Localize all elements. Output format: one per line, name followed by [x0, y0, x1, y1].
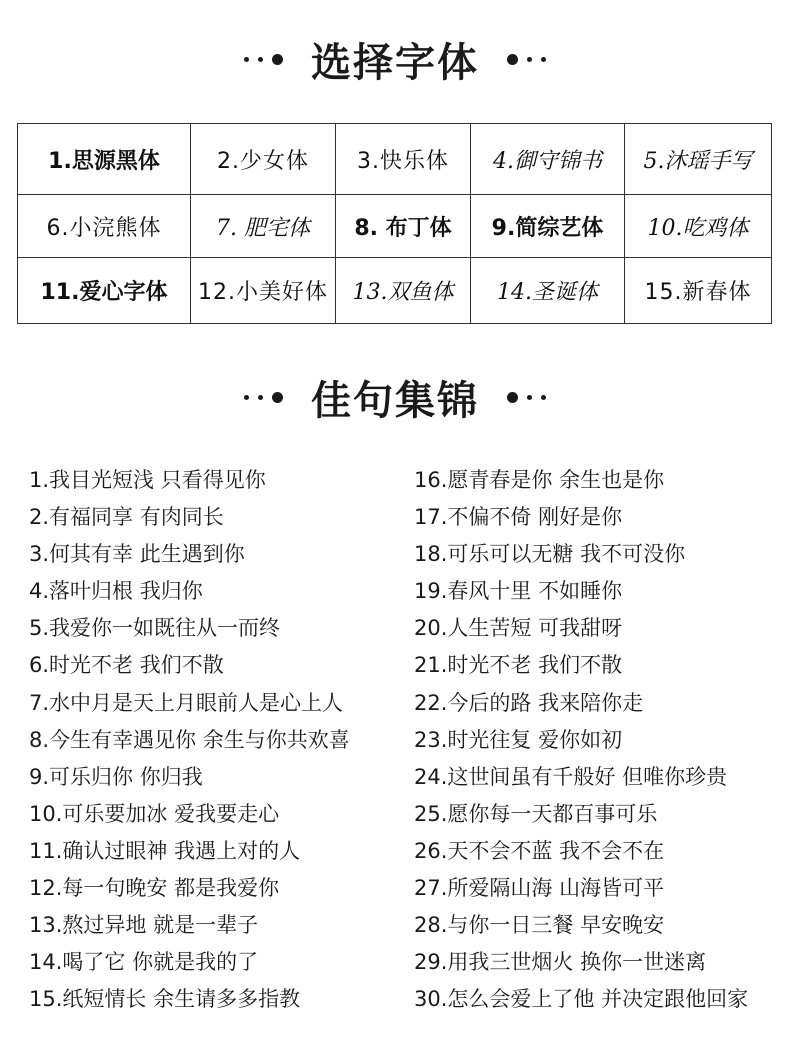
quote-item: 22.今后的路 我来陪你走 — [414, 690, 644, 715]
quote-item: 21.时光不老 我们不散 — [414, 653, 623, 678]
font-option-10[interactable]: 10.吃鸡体 — [625, 195, 772, 258]
font-option-4[interactable]: 4.御守锦书 — [471, 124, 625, 195]
font-option-3[interactable]: 3.快乐体 — [336, 124, 471, 195]
left-dots-decoration — [244, 392, 283, 403]
left-dots-decoration — [244, 54, 283, 65]
quote-item: 20.人生苦短 可我甜呀 — [414, 616, 623, 641]
font-row — [18, 124, 772, 195]
font-option-14[interactable]: 14.圣诞体 — [471, 258, 625, 324]
font-option-1[interactable]: 1.思源黑体 — [18, 124, 191, 195]
quote-item: 27.所爱隔山海 山海皆可平 — [414, 876, 665, 901]
quote-item: 29.用我三世烟火 换你一世迷离 — [414, 950, 707, 975]
font-option-6[interactable]: 6.小浣熊体 — [18, 195, 191, 258]
quote-item: 2.有福同享 有肉同长 — [29, 505, 224, 530]
font-option-8[interactable]: 8. 布丁体 — [336, 195, 471, 258]
font-row — [18, 258, 772, 324]
right-dots-decoration — [507, 54, 546, 65]
quote-item: 10.可乐要加冰 爱我要走心 — [29, 801, 280, 826]
quote-item: 24.这世间虽有千般好 但唯你珍贵 — [414, 764, 728, 789]
font-option-5[interactable]: 5.沐瑶手写 — [625, 124, 772, 195]
font-section-title: 选择字体 — [311, 39, 479, 86]
font-option-15[interactable]: 15.新春体 — [625, 258, 772, 324]
font-option-2[interactable]: 2.少女体 — [191, 124, 336, 195]
font-option-11[interactable]: 11.爱心字体 — [18, 258, 191, 324]
quote-item: 17.不偏不倚 刚好是你 — [414, 505, 623, 530]
font-section-header — [0, 34, 790, 84]
quote-item: 1.我目光短浅 只看得见你 — [29, 468, 266, 492]
quote-item: 11.确认过眼神 我遇上对的人 — [29, 838, 301, 863]
font-option-9[interactable]: 9.简综艺体 — [471, 195, 625, 258]
quote-item: 9.可乐归你 你归我 — [29, 764, 203, 789]
quote-item: 13.熬过异地 就是一辈子 — [29, 913, 259, 938]
quote-item: 23.时光往复 爱你如初 — [414, 727, 623, 752]
quote-item: 3.何其有幸 此生遇到你 — [29, 542, 245, 567]
quote-item: 25.愿你每一天都百事可乐 — [414, 801, 658, 826]
font-option-7[interactable]: 7. 肥宅体 — [191, 195, 336, 258]
quote-item: 8.今生有幸遇见你 余生与你共欢喜 — [29, 727, 350, 752]
quote-item: 28.与你一日三餐 早安晚安 — [414, 913, 665, 938]
quote-item: 4.落叶归根 我归你 — [29, 579, 203, 604]
quote-item: 5.我爱你一如既往从一而终 — [29, 616, 281, 641]
quotes-list-left — [29, 462, 409, 1018]
font-row — [18, 195, 772, 258]
right-dots-decoration — [507, 392, 546, 403]
quotes-section-header — [0, 372, 790, 422]
quote-item: 26.天不会不蓝 我不会不在 — [414, 838, 665, 863]
quote-item: 7.水中月是天上月眼前人是心上人 — [29, 690, 344, 715]
quote-item: 12.每一句晚安 都是我爱你 — [29, 876, 280, 901]
font-option-13[interactable]: 13.双鱼体 — [336, 258, 471, 324]
quote-item: 19.春风十里 不如睡你 — [414, 579, 623, 604]
quotes-list-right — [414, 462, 790, 1018]
quotes-section-title: 佳句集锦 — [311, 377, 479, 424]
quote-item: 16.愿青春是你 余生也是你 — [414, 468, 665, 492]
quote-item: 6.时光不老 我们不散 — [29, 653, 224, 678]
quote-item: 18.可乐可以无糖 我不可没你 — [414, 542, 686, 567]
font-option-12[interactable]: 12.小美好体 — [191, 258, 336, 324]
quote-item: 30.怎么会爱上了他 并决定跟他回家 — [414, 987, 749, 1012]
quote-item: 14.喝了它 你就是我的了 — [29, 950, 259, 975]
font-choice-table — [17, 123, 772, 324]
quote-item: 15.纸短情长 余生请多多指教 — [29, 987, 301, 1012]
